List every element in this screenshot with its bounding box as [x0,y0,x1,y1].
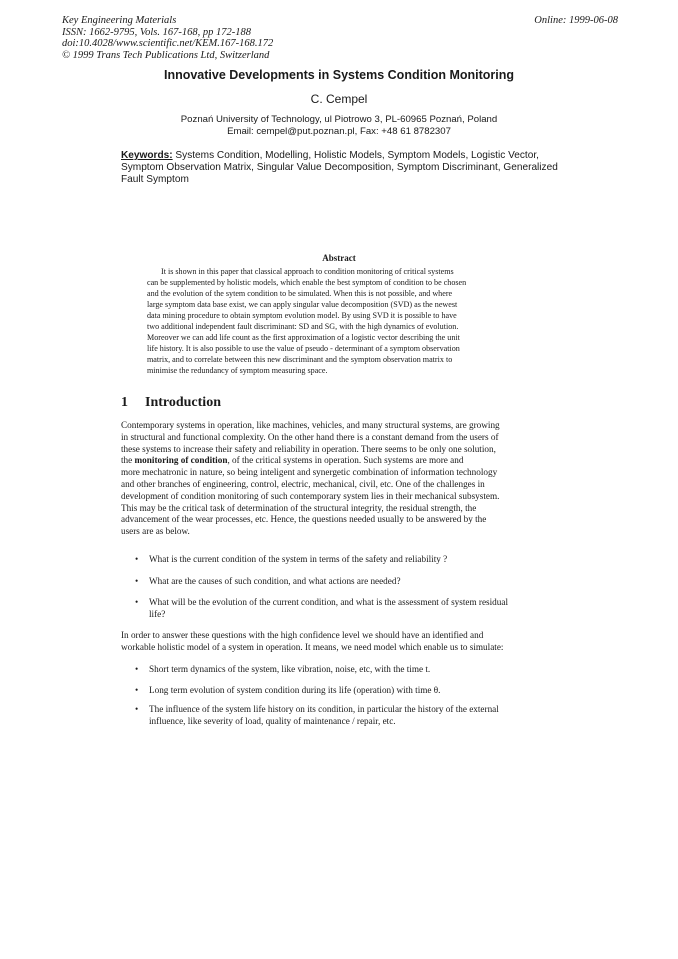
paragraph-line: and other branches of engineering, control, electric, mechanical, civil, etc. One of the challenges in [121,478,485,489]
emphasis-text: monitoring of condition [134,455,228,466]
list-item-text: life? [149,608,166,619]
abstract-line: can be supplemented by holistic models, which enable the best symptom of condition to be chosen [147,278,467,287]
abstract-line: large symptom data base exist, we can apply singular value decomposition (SVD) as the newest [147,300,458,309]
paragraph-line: In order to answer these questions with the high confidence level we should have an identified and [121,630,484,640]
keywords-label: Keywords: [121,150,173,161]
paragraph-line: Contemporary systems in operation, like machines, vehicles, and many structural systems, are growing [121,420,500,430]
paragraph-line: advancement of the wear processes, etc. Hence, the questions needed usually to be answered by the [121,514,487,525]
paragraph-line: more mechatronic in nature, so being inteligent and synergetic combination of information technology [121,467,498,478]
doi-line: doi:10.4028/www.scientific.net/KEM.167-168.172 [62,38,274,49]
paragraph-line: development of condition monitoring of such contemporary system lies in their mechanical subsystem. [121,490,500,501]
contact-line: Email: cempel@put.poznan.pl, Fax: +48 61 8782307 [227,126,451,137]
bullet-marker: • [135,664,139,674]
intro-paragraph [121,630,573,654]
list-item-text: Long term evolution of system condition during its life (operation) with time θ. [149,685,441,695]
issn-line: ISSN: 1662-9795, Vols. 167-168, pp 172-188 [62,26,251,38]
section-number: 1 [121,395,128,410]
list-item-text: influence, like severity of load, quality of maintenance / repair, etc. [149,715,396,726]
paragraph-line: workable holistic model of a system in operation. It means, we need model which enable us to simulate: [121,641,504,652]
abstract-line: two additional independent fault discriminant: SD and SG, with the high dynamics of evolution. [147,322,459,331]
bullet-marker: • [135,597,139,607]
list-item-text: What are the causes of such condition, and what actions are needed? [149,576,401,586]
paragraph-text: the [121,455,133,466]
list-item-text: What is the current condition of the system in terms of the safety and reliability ? [149,554,448,564]
abstract-line: It is shown in this paper that classical approach to condition monitoring of critical systems [161,267,454,276]
intro-paragraph [121,420,573,538]
journal-name: Key Engineering Materials [62,15,177,26]
keywords-line: Systems Condition, Modelling, Holistic Models, Symptom Models, Logistic Vector, [175,150,539,161]
section-title: Introduction [145,395,221,410]
keywords-block [121,150,573,186]
abstract-body [147,266,545,376]
section-heading [121,395,221,411]
affiliation-line: Poznań University of Technology, ul Piotrowo 3, PL-60965 Poznań, Poland [180,114,498,125]
paragraph-text: , of the critical systems in operation. Such systems are more and [227,455,464,466]
abstract-heading: Abstract [322,253,356,263]
abstract-line: matrix, and to correlate between this new discriminant and the symptom observation matrix to [147,355,453,364]
abstract-line: Moreover we can add life count as the first approximation of a logistic vector describing the unit [147,333,460,342]
abstract-line: minimise the redundancy of symptom measuring space. [147,366,328,375]
author-name: C. Cempel [310,92,368,106]
journal-header [62,15,618,61]
affiliation [0,114,678,138]
bullet-marker: • [135,576,139,586]
paragraph-line: users are as below. [121,526,190,537]
paragraph-line: in structural and functional complexity. On the other hand there is a constant demand from the users of [121,431,499,442]
list-item-text: What will be the evolution of the current condition, and what is the assessment of system residual [149,597,508,607]
abstract-line: data mining procedure to obtain symptom evolution model. By using SVD it is possible to have [147,311,457,320]
keywords-line: Fault Symptom [121,174,189,185]
bullet-marker: • [135,554,139,564]
abstract-line: and the evolution of the sytem condition to be simulated. When this is not possible, and where [147,289,453,298]
paper-title: Innovative Developments in Systems Condition Monitoring [163,68,515,82]
online-date: Online: 1999-06-08 [534,15,618,26]
bullet-marker: • [135,704,139,714]
list-item-text: The influence of the system life history on its condition, in particular the history of the external [149,704,499,714]
paragraph-line: these systems to increase their safety and reliability in operation. There seems to be only one solution, [121,443,496,454]
abstract-line: life history. It is also possible to use the value of pseudo - determinant of a symptom observation [147,344,460,353]
bullet-marker: • [135,685,139,695]
paragraph-line: This may be the critical task of determination of the structural integrity, the residual strength, the [121,502,477,513]
copyright-line: © 1999 Trans Tech Publications Ltd, Switzerland [62,49,270,61]
keywords-line: Symptom Observation Matrix, Singular Value Decomposition, Symptom Discriminant, Generalized [121,162,558,173]
list-item-text: Short term dynamics of the system, like vibration, noise, etc, with the time t. [149,664,431,674]
